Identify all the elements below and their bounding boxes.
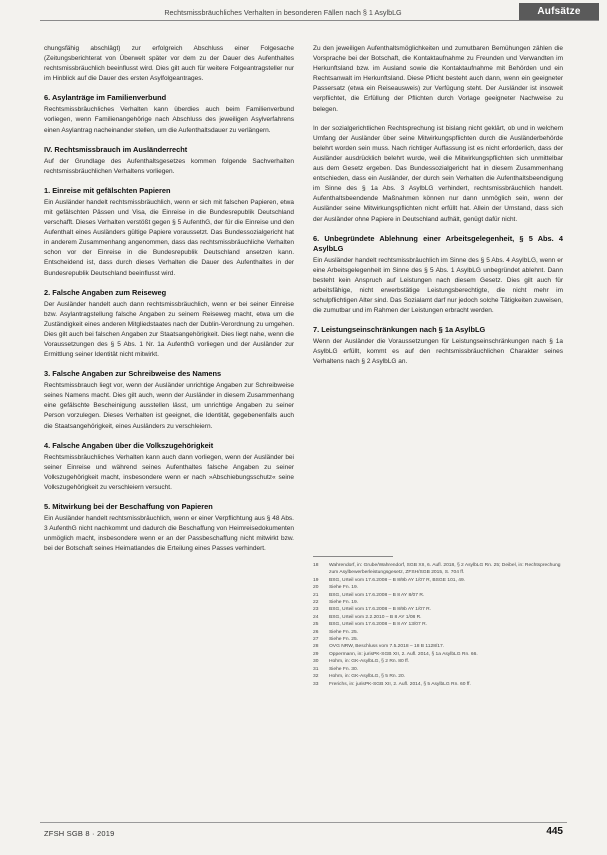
- footnote-number: 30: [313, 659, 319, 665]
- footnote-text: Siehe Fn. 19.: [329, 585, 359, 591]
- paragraph: Rechtsmissbrauch liegt vor, wenn der Ausländer unrichtige Angaben zur Schreibweise seines Namens macht. Dies gilt auch, wenn der Ausländer in diesem Zusammenhang eine gefälschte Bescheinigung ausstellen lässt, um unrichtige Angaben zu seiner Person vorzulegen. Dieses Verhalten ist geeignet, die Identität, gegebenenfalls auch die Staatsangehörigkeit, eines Ausländers zu verschleiern.: [44, 382, 294, 430]
- section-heading: 5. Mitwirkung bei der Beschaffung von Papieren: [44, 502, 213, 511]
- footnote: [313, 658, 563, 665]
- footnote-text: Wahrendorf, in: Grube/Wahrendorf, SGB XII, 6. Aufl. 2018, § 2 AsylbLG Rn. 25; Deibel, in: Rechtsprechung zum Asylbewerberleistungsgesetz, ZFSH/SGB 2015, S. 704 ff.: [329, 563, 561, 576]
- section-tab: Aufsätze: [519, 3, 599, 20]
- paragraph: chungsfähig abschlägt) zur erfolgreich Abschluss einer Folgesache (Zeitungsberichterat von Überwelt später vor dem zu der Dauer des Aufenthaltes rechtsmissbräuchlich beeinflusst wird. Dies gilt auch für weitere Folgeantragsteller nur im Hinblick auf die Dauer des ersten Asylfolgeantrages.: [44, 45, 294, 83]
- paragraph: Ein Ausländer handelt rechtsmissbräuchlich im Sinne des § 5 Abs. 4 AsylbLG, wenn er eine Arbeitsgelegenheit im Sinne des § 5 Abs. 1 AsylbLG unbegründet ablehnt. Dann besteht kein Anspruch auf Leistungen nach diesem Gesetz. Dies gilt auch für arbeitsfähige, nicht erwerbstätige Leistungsberechtigte, die nicht mehr im schulpflichtigen Alter sind. Das Sozialamt darf nur jedoch solche Tätigkeiten zuweisen, die zumutbar und im Rahmen der Leistungen erbracht werden.: [313, 256, 563, 315]
- footnote-number: 21: [313, 592, 319, 598]
- footnote-number: 23: [313, 607, 319, 613]
- footnote-number: 27: [313, 637, 319, 643]
- footnote: [313, 629, 563, 636]
- footnote-number: 18: [313, 563, 319, 568]
- footnote: [313, 614, 563, 621]
- paragraph: Wenn der Ausländer die Voraussetzungen für Leistungseinschränkungen nach § 1a AsylbLG erfüllt, kommt es auf den rechtsmissbräuchlichen Charakter seines Verhaltens nach § 2 AsylbLG an.: [313, 338, 563, 366]
- running-title: Rechtsmissbräuchliches Verhalten in besonderen Fällen nach § 1 AsylbLG: [164, 8, 402, 17]
- paragraph: Rechtsmissbräuchliches Verhalten kann auch dann vorliegen, wenn der Ausländer bei seiner Einreise und während seines Aufenthaltes falsche Angaben zu seiner Volkszugehörigkeit macht, insbesondere wenn er nach »Abschiebungsschutz« seine Volkszugehörigkeit zu verschleiern versucht.: [44, 453, 294, 491]
- footnote-text: Hohm, in: GK-AsylbLG, § 2 Rn. 80 ff.: [329, 659, 410, 665]
- footnote: [313, 562, 563, 577]
- footnote-rule: [313, 556, 393, 557]
- section-heading: 2. Falsche Angaben zum Reiseweg: [44, 287, 167, 297]
- left-column: [44, 44, 294, 810]
- footnote-text: Oppermann, in: jurisPK-SGB XII, 2. Aufl. 2014, § 1a AsylbLG Rn. 66.: [329, 651, 478, 657]
- section-heading: 3. Falsche Angaben zur Schreibweise des Namens: [44, 369, 222, 379]
- footnote-number: 22: [313, 600, 319, 606]
- paragraph: Ein Ausländer handelt rechtsmissbräuchlich, wenn er einer Verpflichtung aus § 48 Abs. 3 AufenthG nicht nachkommt und dadurch die Beschaffung von Heimreisedokumenten unmöglich macht, insbesondere wenn er an der Passbeschaffung nicht mitwirkt bzw. bei der Botschaft seines Heimatlandes die Erteilung eines Passes verhindert.: [44, 515, 294, 553]
- section-heading: 7. Leistungseinschränkungen nach § 1a AsylbLG: [313, 325, 486, 335]
- footnote-number: 33: [313, 681, 319, 687]
- footnote: [313, 577, 563, 584]
- footnote-text: Hohm, in: GK-AsylbLG, § 5 Rn. 20.: [329, 674, 406, 680]
- page-number: 445: [546, 826, 563, 837]
- footnote-text: Frerichs, in: jurisPK-SGB XII, 2. Aufl. 2014, § 5 AsylbLG Rn. 60 ff.: [329, 681, 471, 687]
- footnote: [313, 592, 563, 599]
- footnote-text: BSG, Urteil vom 2.2.2010 – B 8 AY 1/08 R.: [329, 614, 422, 620]
- footnote-text: BSG, Urteil vom 17.6.2008 – B 8 AY 13/07 R.: [329, 622, 427, 628]
- journal-citation: ZFSH SGB 8 · 2019: [44, 829, 115, 838]
- footnote-number: 24: [313, 614, 319, 620]
- footnote: [313, 606, 563, 613]
- footnote-number: 19: [313, 577, 319, 583]
- paragraph: In der sozialgerichtlichen Rechtsprechung ist bislang nicht geklärt, ob und in welchem Umfang der Ausländer über seine Mitwirkungspflichten durch die Ausländerbehörde belehrt worden sein muss. Nach richtiger Auffassung ist es nicht erforderlich, dass der Ausländer ausdrücklich belehrt wurde, weil die Mitwirkungspflichten sich unmittelbar aus dem Gesetz ergeben. Das Bundessozialgericht hat in diesem Zusammenhang entschieden, dass ein Ausländer, der durch sein Verhalten die Aufenthaltsbeendigung im Sinne des § 1a Abs. 3 AsylbLG verhindert, rechtsmissbräuchlich handelt. Aufenthaltsbeendende Maßnahmen können nur dann unmöglich sein, wenn der Ausländer seine Mitwirkungspflichten nicht erfüllt hat. Allein der Umstand, dass sich der Ausländer ohne Papiere in Deutschland aufhält, genügt dafür nicht.: [313, 124, 563, 223]
- footnote: [313, 681, 563, 688]
- right-column: [313, 44, 563, 552]
- footnote: [313, 673, 563, 680]
- section-heading: 6. Asylanträge im Familienverbund: [44, 93, 167, 103]
- footnote-text: BSG, Urteil vom 17.6.2008 – B 8 AY 8/07 R.: [329, 592, 425, 598]
- paragraph: Zu den jeweiligen Aufenthaltsmöglichkeiten und zumutbaren Bemühungen zählen die Vorsprache bei der Botschaft, die Kontaktaufnahme zu Freunden und Verwandten im Herkunftsland bzw. im Ausland sowie die Kontaktaufnahme mit Behörden und ein Rechtsanwalt im Herkunftsland. Diese Pflicht besteht auch dann, wenn ein geeigneter Passersatz (etwa ein Reiseausweis) zur Verfügung steht. Der Ausländer ist insoweit verpflichtet, die Erfüllung der Pflichten durch Vorlage geeigneter Nachweise zu belegen.: [313, 45, 563, 113]
- header-rule: [40, 20, 599, 21]
- footnote-number: 25: [313, 622, 319, 628]
- footnote-text: BSG, Urteil vom 17.6.2008 – B 8/9b AY 1/07 R, BSGE 101, 49.: [329, 577, 466, 583]
- paragraph: Rechtsmissbräuchliches Verhalten kann überdies auch beim Familienverbund vorliegen, wenn Familienangehörige nach Abschluss des jeweiligen Asylverfahrens einen Asylantrag nacheinander stellen, um die Aufenthaltsdauer zu verlängern.: [44, 106, 294, 134]
- footnote-number: 31: [313, 666, 319, 672]
- footnotes: [313, 562, 563, 807]
- footnote-number: 32: [313, 674, 319, 680]
- footnote: [313, 621, 563, 628]
- footnote-number: 28: [313, 644, 319, 650]
- page-header: [0, 0, 607, 26]
- footnote-number: 26: [313, 629, 319, 635]
- footnote-text: OVG NRW, Beschluss vom 7.5.2018 – 18 B 1128/17.: [329, 644, 445, 650]
- footnote: [313, 584, 563, 591]
- footnote: [313, 636, 563, 643]
- paragraph: Auf der Grundlage des Aufenthaltsgesetzes kommen folgende Sachverhalten rechtsmissbräuchlichen Verhaltens vorliegen.: [44, 157, 294, 175]
- footnote: [313, 651, 563, 658]
- footnote-text: Siehe Fn. 19.: [329, 600, 359, 606]
- footnote-number: 20: [313, 585, 319, 591]
- footnote: [313, 599, 563, 606]
- footnote-text: BSG, Urteil vom 17.6.2008 – B 8/9b AY 1/07 R.: [329, 607, 432, 613]
- section-heading: 4. Falsche Angaben über die Volkszugehörigkeit: [44, 440, 214, 450]
- footnote-text: Siehe Fn. 30.: [329, 666, 359, 672]
- section-heading: 1. Einreise mit gefälschten Papieren: [44, 185, 171, 195]
- section-heading: IV. Rechtsmissbrauch im Ausländerrecht: [44, 144, 188, 154]
- paragraph: Der Ausländer handelt auch dann rechtsmissbräuchlich, wenn er bei seiner Einreise bzw. Asylantragstellung falsche Angaben zu seinem Reiseweg macht, etwa um die Zuständigkeit eines anderen Mitgliedstaates nach der Dublin-Verordnung zu umgehen. Dies gilt auch bei falschen Angaben zur Staatsangehörigkeit. Dies liegt nahe, wenn die Voraussetzungen des § 5 Abs. 1 Nr. 1a AufenthG vorliegen und der Ausländer zur Ermittlung seiner Identität nicht mitwirkt.: [44, 300, 294, 359]
- footer-rule: [40, 822, 567, 823]
- paragraph: Ein Ausländer handelt rechtsmissbräuchlich, wenn er sich mit falschen Papieren, etwa mit gefälschten Pässen und Visa, die Einreise in die Bundesrepublik Deutschland verschafft. Dieses Verhalten verstößt gegen § 5 AufenthG, der für die Einreise und den Aufenthalt eines Ausländers gültige Papiere voraussetzt. Das Bundessozialgericht hat in anderem Zusammenhang angenommen, dass das rechtsmissbräuchliche Verhalten schon vor der Einreise in die Bundesrepublik Deutschland ansetzen kann. Entscheidend ist, dass durch dieses Verhalten die Dauer des Aufenthaltes in der Bundesrepublik Deutschland beeinflusst wird.: [44, 198, 294, 277]
- footnote: [313, 666, 563, 673]
- footnote-number: 29: [313, 651, 319, 657]
- footnote-text: Siehe Fn. 25.: [329, 629, 359, 635]
- footnote-text: Siehe Fn. 25.: [329, 637, 359, 643]
- footnote: [313, 643, 563, 650]
- section-heading: 6. Unbegründete Ablehnung einer Arbeitsgelegenheit, § 5 Abs. 4 AsylbLG: [313, 233, 563, 253]
